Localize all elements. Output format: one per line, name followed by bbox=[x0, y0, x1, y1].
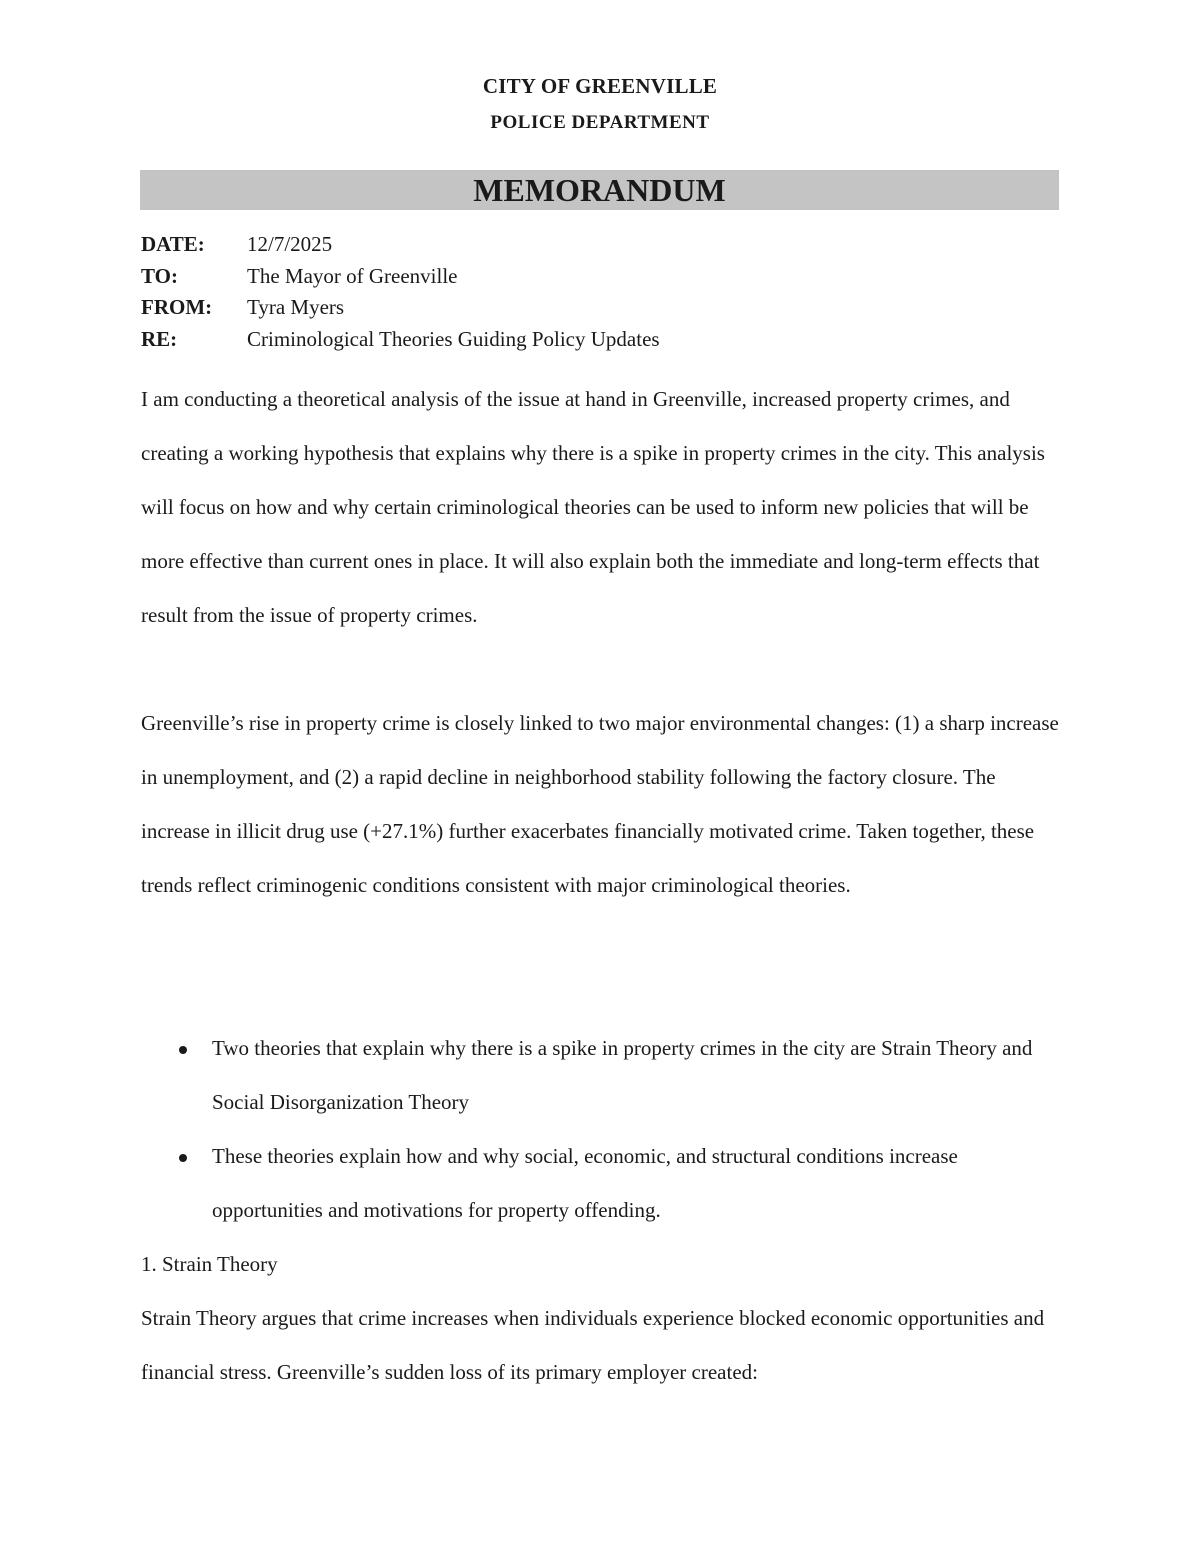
date-row bbox=[141, 230, 1061, 262]
intro-paragraph: I am conducting a theoretical analysis of the issue at hand in Greenville, increased property crimes, and creating a working hypothesis that explains why there is a spike in property crimes in the city. This analysis will focus on how and why certain criminological theories can be used to inform new policies that will be more effective than current ones in place. It will also explain both the immediate and long-term effects that result from the issue of property crimes. bbox=[141, 387, 1045, 627]
strain-theory-paragraph: Strain Theory argues that crime increases when individuals experience blocked economic opportunities and financial stress. Greenville’s sudden loss of its primary employer created: bbox=[141, 1306, 1045, 1384]
list-item bbox=[141, 1021, 1061, 1129]
bullet-text: These theories explain how and why social, economic, and structural conditions increase opportunities and motivations for property offending. bbox=[212, 1144, 958, 1222]
re-row bbox=[141, 325, 1061, 357]
to-label: TO: bbox=[141, 263, 178, 288]
date-value: 12/7/2025 bbox=[247, 232, 333, 256]
date-label: DATE: bbox=[141, 232, 205, 256]
organization-name: CITY OF GREENVILLE bbox=[482, 74, 718, 98]
re-value: Criminological Theories Guiding Policy Updates bbox=[247, 326, 660, 351]
to-value: The Mayor of Greenville bbox=[247, 263, 458, 288]
list-item bbox=[141, 1129, 1061, 1237]
theory-bullet-list bbox=[141, 1021, 1061, 1237]
from-label: FROM: bbox=[141, 295, 213, 319]
context-paragraph: Greenville’s rise in property crime is closely linked to two major environmental changes: (1) a sharp increase in unemployment, and (2) a rapid decline in neighborhood stability following the factory closure. The increase in illicit drug use (+27.1%) further exacerbates financially motivated crime. Taken together, these trends reflect criminogenic conditions consistent with major criminological theories. bbox=[141, 711, 1059, 897]
memo-header-fields bbox=[141, 230, 1061, 356]
re-label: RE: bbox=[141, 326, 178, 351]
memorandum-title: MEMORANDUM bbox=[473, 172, 726, 208]
bullet-icon bbox=[179, 1154, 187, 1162]
from-value: Tyra Myers bbox=[247, 295, 345, 319]
strain-theory-heading: 1. Strain Theory bbox=[141, 1252, 278, 1276]
memorandum-banner bbox=[140, 170, 1059, 210]
department-name: POLICE DEPARTMENT bbox=[490, 112, 710, 133]
bullet-icon bbox=[179, 1046, 187, 1054]
from-row bbox=[141, 293, 1061, 325]
bullet-text: Two theories that explain why there is a spike in property crimes in the city are Strain Theory and Social Disorganization Theory bbox=[212, 1036, 1033, 1114]
to-row bbox=[141, 262, 1061, 294]
